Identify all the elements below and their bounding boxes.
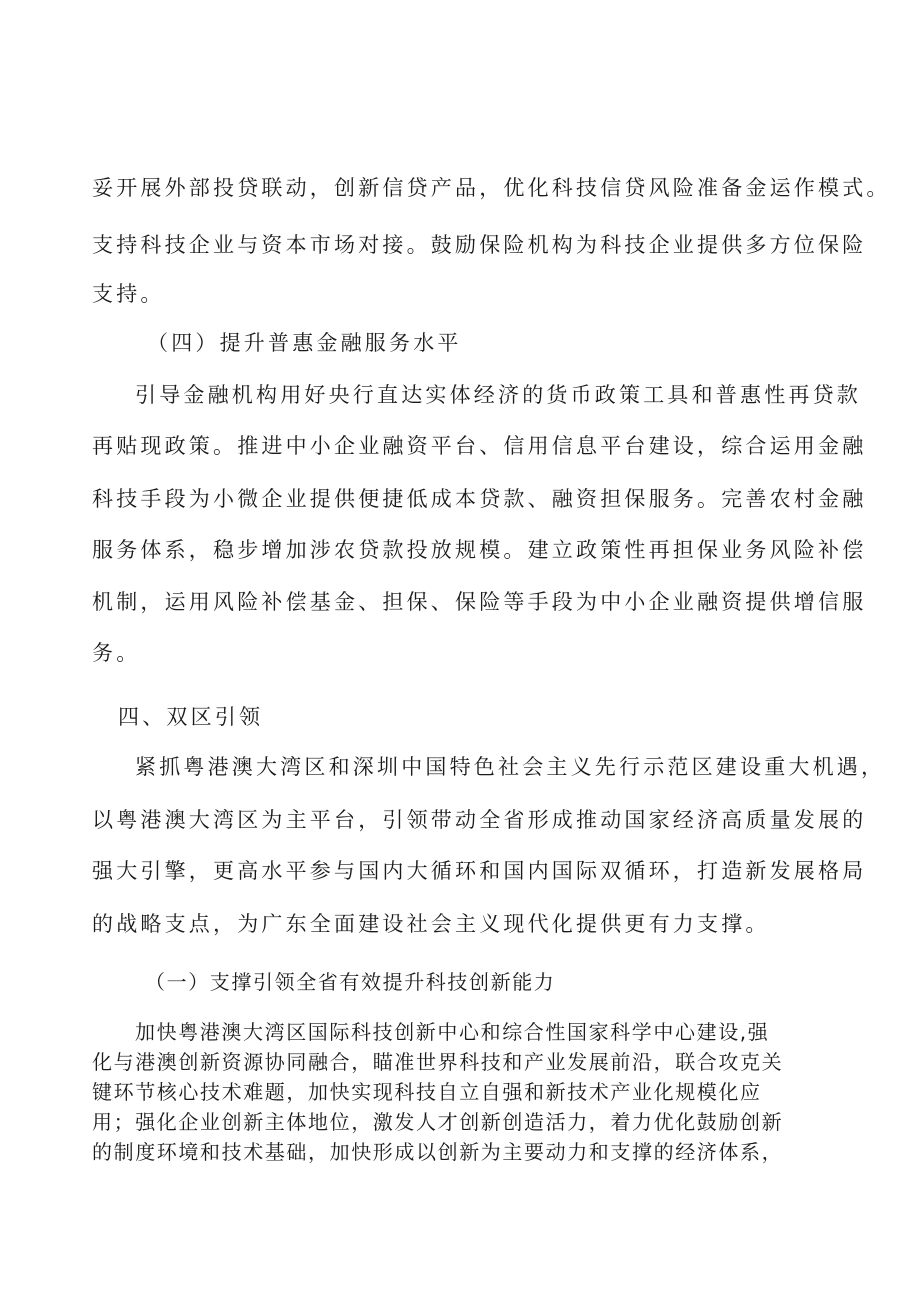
paragraph-line: 的战略支点，为广东全面建设社会主义现代化提供更有力支撑。 [92, 912, 770, 936]
paragraph-line: 务。 [92, 641, 141, 665]
section-heading: （四）提升普惠金融服务水平 [147, 331, 462, 355]
chapter-heading: 四、双区引领 [118, 705, 264, 729]
paragraph-line: 键环节核心技术难题，加快实现科技自立自强和新技术产业化规模化应 [92, 1080, 762, 1104]
paragraph-line: 强大引擎，更高水平参与国内大循环和国内国际双循环，打造新发展格局 [92, 859, 867, 883]
section-heading: （一）支撑引领全省有效提升科技创新能力 [145, 970, 556, 994]
paragraph-line: 科技手段为小微企业提供便捷低成本贷款、融资担保服务。完善农村金融 [92, 487, 867, 511]
paragraph-line: 支持科技企业与资本市场对接。鼓励保险机构为科技企业提供多方位保险 [92, 233, 867, 257]
paragraph-line: 以粤港澳大湾区为主平台，引领带动全省形成推动国家经济高质量发展的 [92, 808, 867, 832]
paragraph-line: 引导金融机构用好央行直达实体经济的货币政策工具和普惠性再贷款 [135, 383, 861, 407]
paragraph-line: 加快粤港澳大湾区国际科技创新中心和综合性国家科学中心建设,强 [135, 1020, 770, 1044]
paragraph-line: 支持。 [92, 282, 165, 306]
paragraph-line: 的制度环境和技术基础，加快形成以创新为主要动力和支撑的经济体系， [92, 1140, 784, 1164]
paragraph-line: 化与港澳创新资源协同融合，瞄准世界科技和产业发展前沿，联合攻克关 [92, 1050, 784, 1074]
paragraph-line: 用；强化企业创新主体地位，激发人才创新创造活力，着力优化鼓励创新 [92, 1110, 784, 1134]
paragraph-line: 妥开展外部投贷联动，创新信贷产品，优化科技信贷风险准备金运作模式。 [92, 176, 891, 200]
paragraph-line: 紧抓粤港澳大湾区和深圳中国特色社会主义先行示范区建设重大机遇， [135, 755, 886, 779]
paragraph-line: 再贴现政策。推进中小企业融资平台、信用信息平台建设，综合运用金融 [92, 434, 867, 458]
paragraph-line: 服务体系，稳步增加涉农贷款投放规模。建立政策性再担保业务风险补偿 [92, 538, 867, 562]
paragraph-line: 机制，运用风险补偿基金、担保、保险等手段为中小企业融资提供增信服 [92, 590, 867, 614]
